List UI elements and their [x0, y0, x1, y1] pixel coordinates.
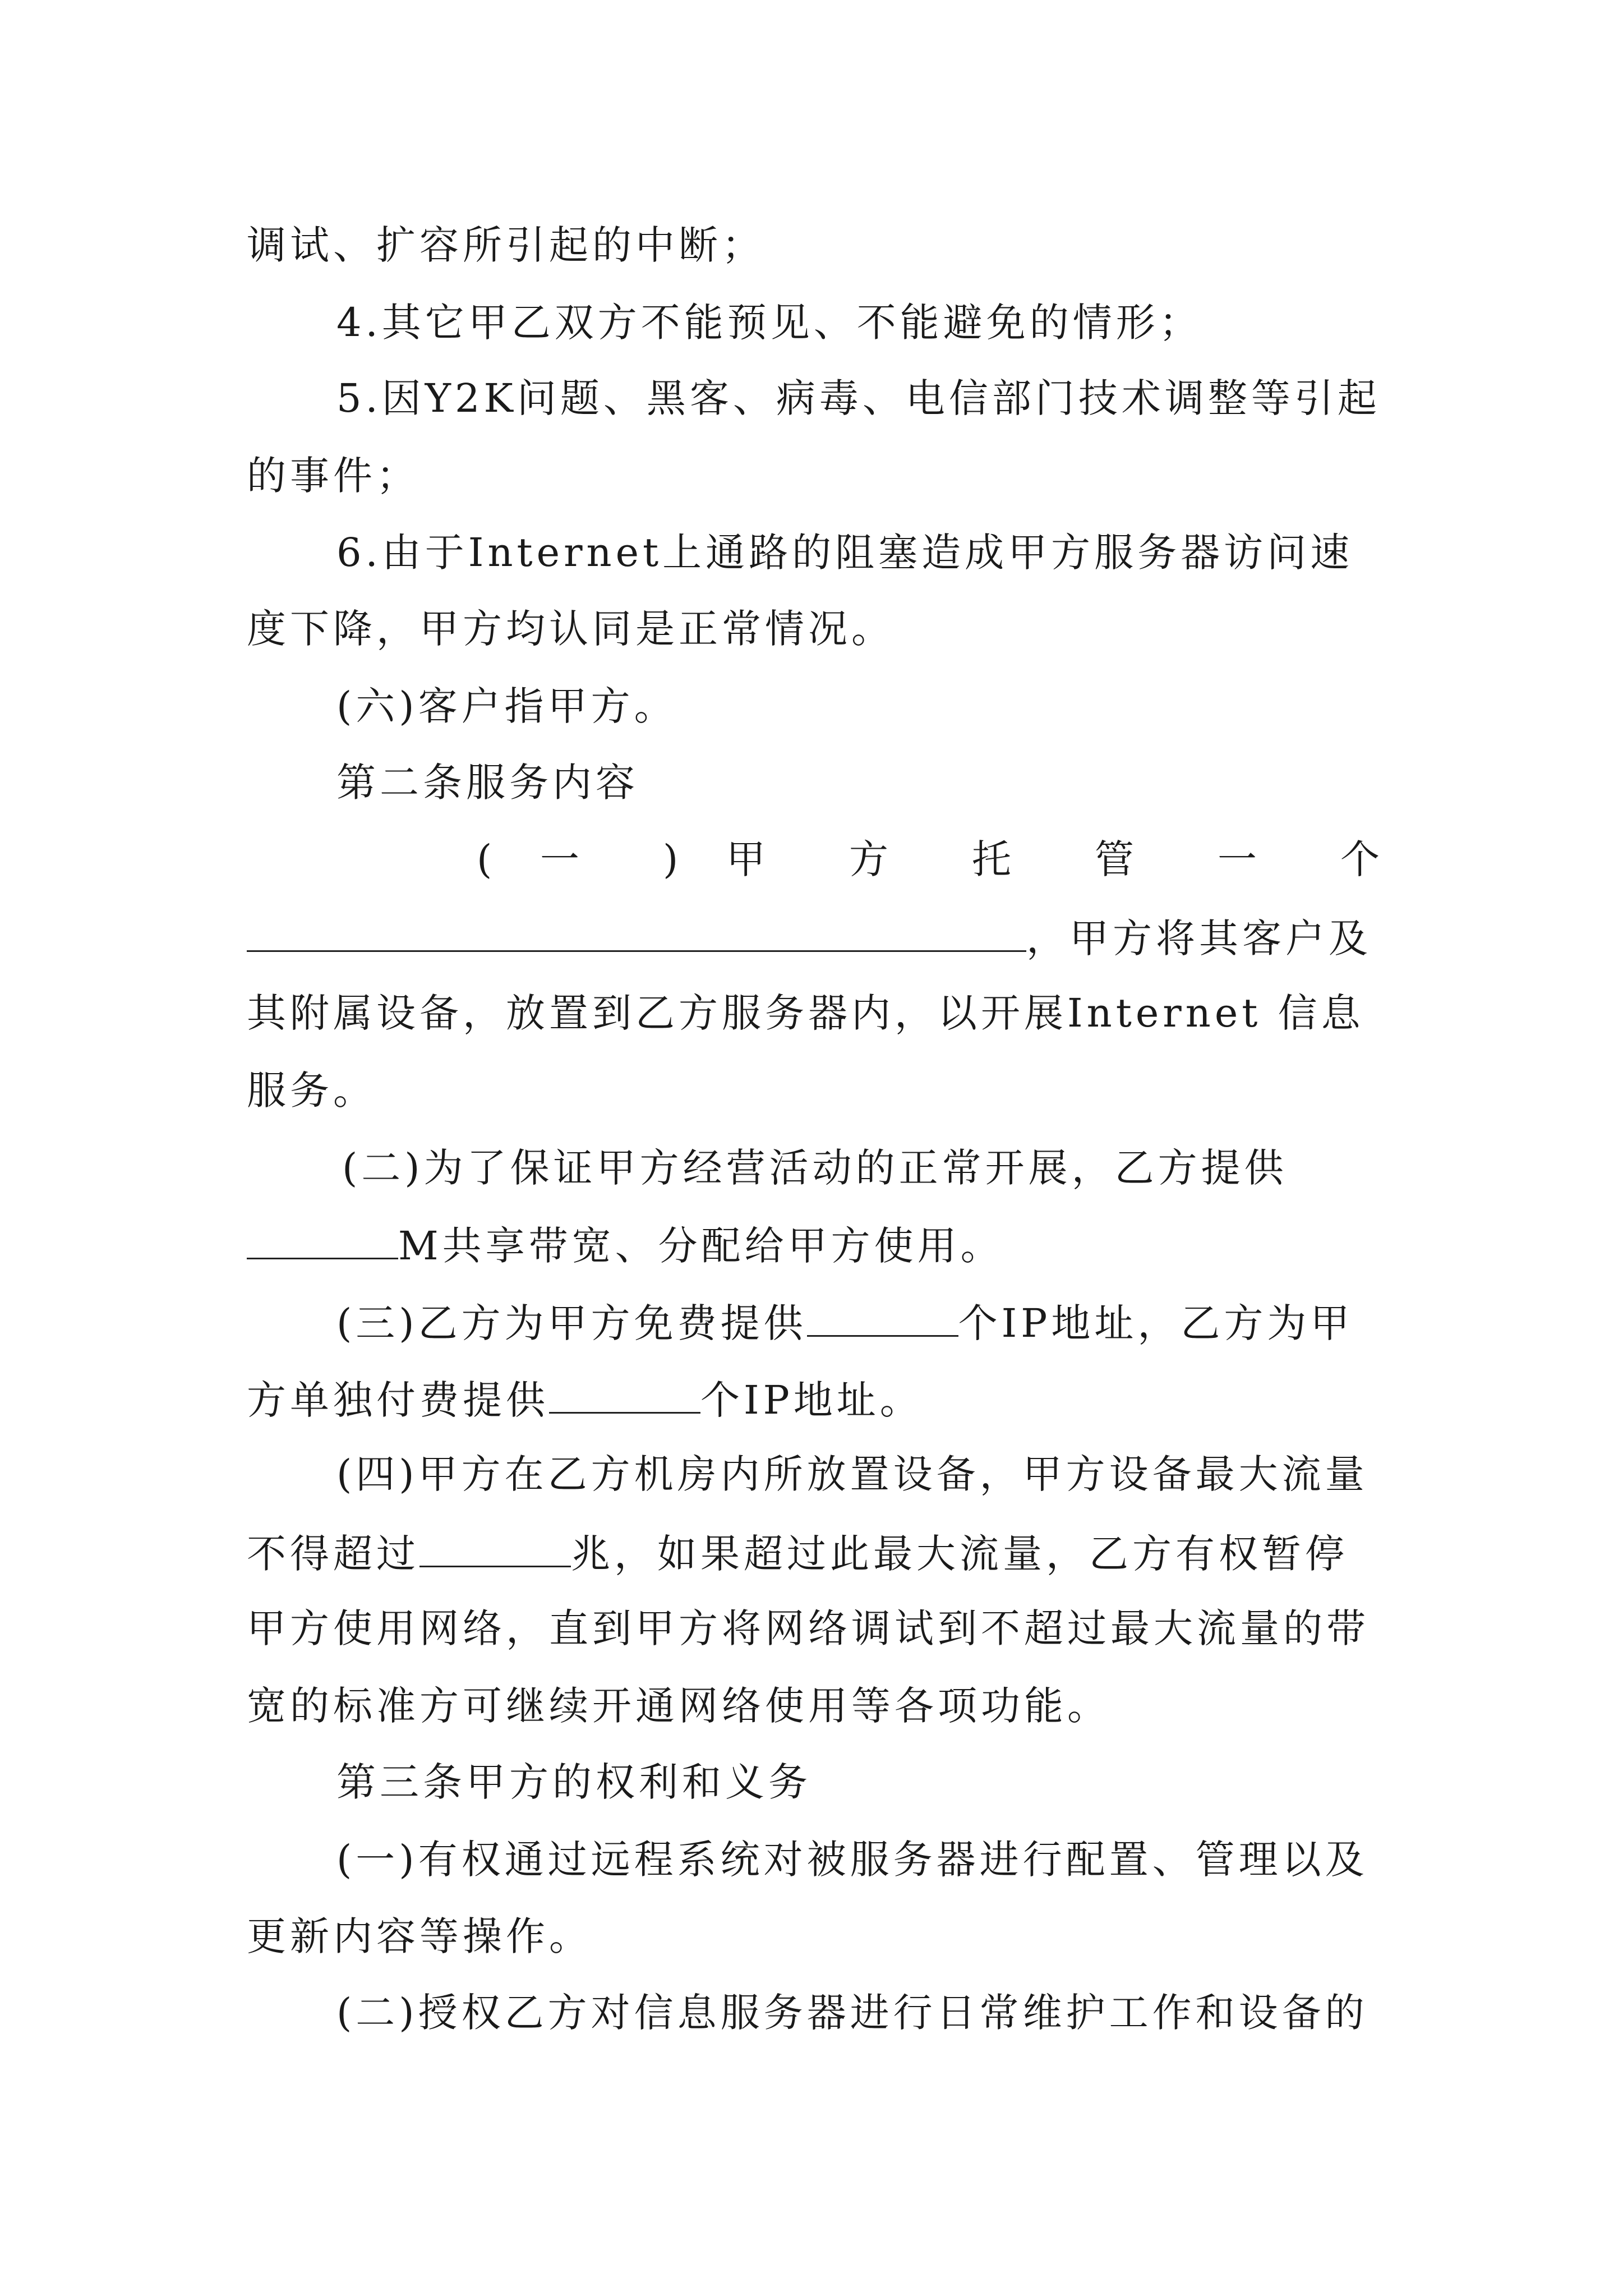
- text-fragment: 兆，如果超过此最大流量，乙方有权暂停: [571, 1531, 1348, 1577]
- fill-in-blank[interactable]: [419, 1521, 571, 1567]
- text-line: [247, 1521, 1380, 1582]
- text-line: 度下降，甲方均认同是正常情况。: [247, 606, 895, 652]
- fill-in-blank[interactable]: [247, 905, 1026, 952]
- text-line: [336, 1290, 1380, 1352]
- text-line: [247, 1213, 1380, 1274]
- text-fragment: 托: [971, 836, 1047, 882]
- text-fragment: (: [477, 836, 492, 882]
- text-line: [247, 1367, 1380, 1429]
- text-fragment: 个: [1340, 836, 1380, 882]
- text-line: 4.其它甲乙双方不能预见、不能避免的情形；: [336, 300, 1202, 346]
- text-line: [247, 905, 1380, 967]
- text-line: 6.由于Internet上通路的阻塞造成甲方服务器访问速: [336, 530, 1354, 576]
- text-line: 的事件；: [247, 453, 419, 499]
- text-fragment: 甲: [726, 836, 801, 882]
- text-fragment: ): [662, 836, 679, 882]
- text-line: (二)为了保证甲方经营活动的正常开展，乙方提供: [342, 1145, 1288, 1191]
- text-line: 服务。: [247, 1068, 376, 1114]
- text-line: 5.因Y2K问题、黑客、病毒、电信部门技术调整等引起: [336, 375, 1381, 421]
- text-fragment: 方: [849, 836, 924, 882]
- text-fragment: 一: [1217, 836, 1293, 882]
- text-line: 其附属设备，放置到乙方服务器内，以开展Internet 信息: [247, 990, 1364, 1036]
- fill-in-blank[interactable]: [549, 1367, 700, 1414]
- text-line: (四)甲方在乙方机房内所放置设备，甲方设备最大流量: [336, 1451, 1368, 1497]
- text-line: 甲方使用网络，直到甲方将网络调试到不超过最大流量的带: [247, 1605, 1370, 1651]
- text-fragment: 管: [1094, 836, 1170, 882]
- text-fragment: 一: [540, 836, 615, 882]
- section-heading: 第二条服务内容: [336, 760, 639, 806]
- text-fragment: 方单独付费提供: [247, 1377, 549, 1423]
- text-line: (二)授权乙方对信息服务器进行日常维护工作和设备的: [336, 1990, 1368, 2036]
- text-fragment: M共享带宽、分配给甲方使用。: [398, 1223, 1004, 1269]
- text-line: 更新内容等操作。: [247, 1913, 592, 1959]
- fill-in-blank[interactable]: [807, 1290, 958, 1337]
- text-fragment: 个IP地址。: [700, 1377, 923, 1423]
- text-line: 调试、扩容所引起的中断；: [247, 222, 765, 268]
- text-line: 宽的标准方可继续开通网络使用等各项功能。: [247, 1683, 1110, 1729]
- text-line: (一)有权通过远程系统对被服务器进行配置、管理以及: [336, 1837, 1368, 1883]
- section-heading: 第三条甲方的权利和义务: [336, 1759, 811, 1805]
- text-fragment: 不得超过: [247, 1531, 419, 1577]
- text-line: (六)客户指甲方。: [336, 683, 677, 729]
- text-fragment: ，甲方将其客户及: [1026, 915, 1372, 961]
- text-line-spread: [477, 829, 1380, 890]
- fill-in-blank[interactable]: [247, 1213, 398, 1259]
- text-fragment: 个IP地址，乙方为甲: [958, 1300, 1354, 1346]
- text-fragment: (三)乙方为甲方免费提供: [336, 1300, 807, 1346]
